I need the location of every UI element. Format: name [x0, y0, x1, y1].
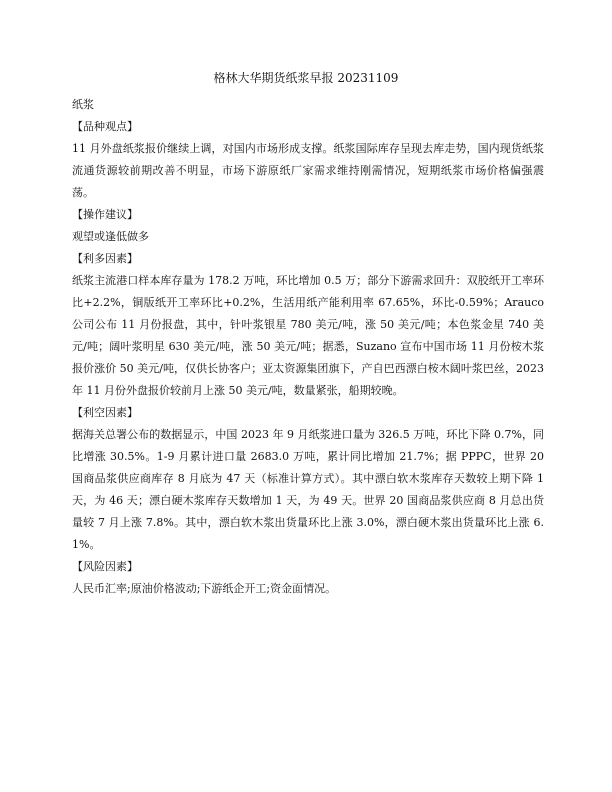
category-label: 纸浆 — [72, 98, 94, 111]
report-title: 格林大华期货纸浆早报 20231109 — [213, 71, 399, 85]
advice-paragraph: 观望或逢低做多 — [72, 230, 149, 243]
report-body — [72, 94, 544, 600]
bearish-paragraph: 据海关总署公布的数据显示，中国 2023 年 9 月纸浆进口量为 326.5 万吨，环比下降 0.7%，同比增涨 30.5%。1-9 月累计进口量 2683.0 万吨，累计同比增加 21.7%；据 PPPC，世界 20 国商品浆供应商库存 8 月底为 47 天（标准计算方式）。其中漂白软木浆库存天数较上期下降 1 天，为 46 天；漂白硬木浆库存天数增加 1 天，为 49 天。世界 20 国商品浆供应商 8 月总出货量较 7 月上涨 7.8%。其中，漂白软木浆出货量环比上涨 3.0%，漂白硬木浆出货量环比上涨 6.1%。 — [72, 428, 544, 551]
risk-paragraph: 人民币汇率;原油价格波动;下游纸企开工;资金面情况。 — [72, 582, 337, 595]
bullish-paragraph: 纸浆主流港口样本库存量为 178.2 万吨，环比增加 0.5 万；部分下游需求回升：双胶纸开工率环比+2.2%，铜版纸开工率环比+0.2%，生活用纸产能利用率 67.65%，环比-0.59%；Arauco 公司公布 11 月份报盘，其中，针叶浆银星 780 美元/吨，涨 50 美元/吨；本色浆金星 740 美元/吨；阔叶浆明星 630 美元/吨，涨 50 美元/吨；据悉，Suzano 宣布中国市场 11 月份桉木浆报价涨价 50 美元/吨，仅供长协客户；亚太资源集团旗下，产自巴西漂白桉木阔叶浆巴丝，2023 年 11 月份外盘报价较前月上涨 50 美元/吨，数量紧张，船期较晚。 — [72, 274, 544, 397]
bearish-heading: 【利空因素】 — [72, 406, 138, 419]
view-paragraph: 11 月外盘纸浆报价继续上调，对国内市场形成支撑。纸浆国际库存呈现去库走势，国内现货纸浆流通货源较前期改善不明显，市场下游原纸厂家需求维持刚需情况，短期纸浆市场价格偏强震荡。 — [72, 142, 544, 199]
view-heading: 【品种观点】 — [72, 120, 138, 133]
advice-heading: 【操作建议】 — [72, 208, 138, 221]
risk-heading: 【风险因素】 — [72, 560, 138, 573]
bullish-heading: 【利多因素】 — [72, 252, 138, 265]
